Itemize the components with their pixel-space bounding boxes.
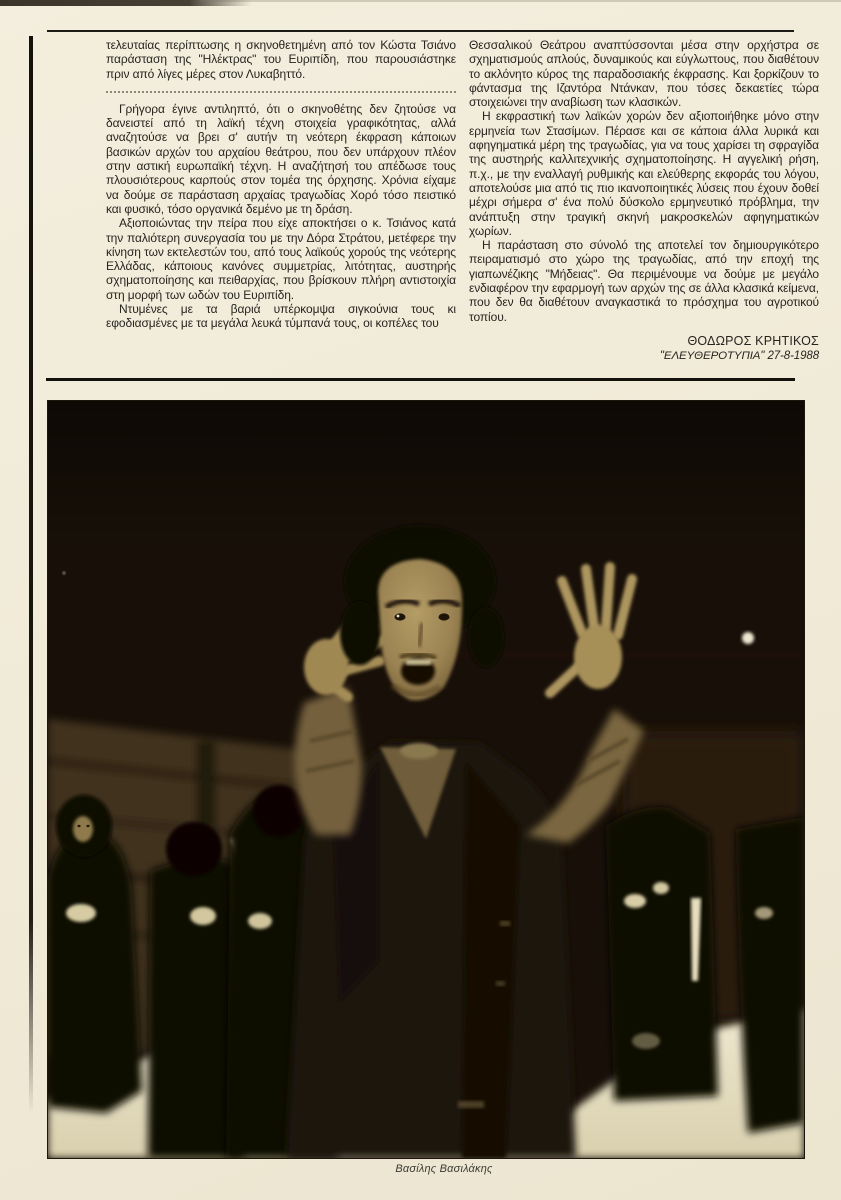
performance-photo-illustration: [48, 401, 804, 1158]
chorus-figure-5: [736, 817, 804, 1133]
photo-caption: Βασίλης Βασιλάκης: [395, 1163, 493, 1175]
paragraph: Αξιοποιώντας την πείρα που είχε αποκτήσει ο κ. Τσιάνος κατά την παλιότερη συνεργασία του με την Δόρα Στράτου, μετέφερε την κίνηση των εκτελεστών του, από τους λαϊκούς χορούς της νεότερης Ελλάδας, κάποιους κανόνες συμμετρίας, λιτότητας, αυστηρής σχηματοποίησης και πειθαρχίας, που βρίσκουν πλήρη αντιστοιχία στη μορφή των ωδών του Ευριπίδη.: [106, 216, 456, 302]
dotted-separator: [106, 91, 456, 93]
paragraph: Η εκφραστική των λαϊκών χορών δεν αξιοποιήθηκε μόνο στην ερμηνεία των Στασίμων. Πέρασε και σε κάποια άλλα λυρικά και αφηγηματικά μέρη της τραγωδίας, για να τους χαρίσει τη σφραγίδα της αυστηρής καλλιτεχνικής σχηματοποίησης. Η αγγελική ρήση, π.χ., με την εναλλαγή ρυθμικής και ελεύθερης εκφοράς του λόγου, αποτελούσε μια από τις πιο ικανοποιητικές λύσεις που έχουν δοθεί μέχρι σήμερα σ' ένα πολύ δύσκολο ερμηνευτικό πρόβλημα, την ανάπτυξη στην τραγική σκηνή μακροσκελών αφηγηματικών χωρίων.: [469, 109, 819, 238]
stage-speck: [62, 571, 66, 575]
publication-source: "ΕΛΕΥΘΕΡΟΤΥΠΙΑ" 27-8-1988: [659, 350, 819, 363]
scan-edge-artifact-left: [29, 36, 33, 1114]
mid-rule: [46, 378, 795, 381]
article-column-right: [469, 38, 819, 364]
paragraph: Η παράσταση στο σύνολό της αποτελεί τον δημιουργικότερο πειραματισμό στο χώρο της τραγωδίας, από την εποχή της γιαπωνέζικης "Μήδειας". Θα περιμένουμε να δούμε με μεγάλο ενδιαφέρον την εφαρμογή των αρχών της σε άλλα κλασικά κείμενα, που δεν θα διαθέτουν αναγκαστικά το πρόσχημα του αγροτικού τοπίου.: [469, 238, 819, 324]
performance-photo: [47, 400, 805, 1159]
paragraph-continued: τελευταίας περίπτωσης η σκηνοθετημένη από τον Κώστα Τσιάνο παράσταση της "Ηλέκτρας" του Ευριπίδη, που παρουσιάστηκε πριν από λίγες μέρες στον Λυκαβηττό.: [106, 38, 456, 81]
article-column-left: [106, 38, 456, 331]
paragraph: Ντυμένες με τα βαριά υπέρκομψα σιγκούνια τους κι εφοδιασμένες με τα μεγάλα λευκά τύμπανά τους, οι κοπέλες του: [106, 302, 456, 331]
author-byline: ΘΟΔΩΡΟΣ ΚΡΗΤΙΚΟΣ: [687, 333, 819, 348]
stage-light-dot: [742, 632, 754, 644]
top-rule: [47, 30, 794, 32]
paragraph-continued: Θεσσαλικού Θεάτρου αναπτύσσονται μέσα στην ορχήστρα σε σχηματισμούς απλούς, δυναμικούς και εύγλωττους, που διαθέτουν το ακλόνητο κύρος της παραδοσιακής έκφρασης. Και ξορκίζουν το φάντασμα της Ιζαντόρα Ντάνκαν, που τόσες δεκαετίες τώρα στοιχειώνει την αναβίωση των κλασικών.: [469, 38, 819, 110]
paragraph: Γρήγορα έγινε αντιληπτό, ότι ο σκηνοθέτης δεν ζητούσε να δανειστεί από τη λαϊκή τέχνη στοιχεία γραφικότητας, αλλά αναζητούσε να βρει σ' αυτήν τη νεότερη έκφραση κάποιων βασικών αρχών του αρχαίου θεάτρου, που δεν υπάρχουν πλέον στην αστική ευρωπαϊκή τέχνη. Η αναζήτησή του απέδωσε τους πλουσιότερους καρπούς στον τομέα της όρχησης. Χρόνια είχαμε να δούμε σε παράσταση αρχαίας τραγωδίας Χορό τόσο πειστικό και φυσικό, τόσο οργανικά δεμένο με τη δράση.: [106, 101, 456, 216]
scan-edge-hairline: [200, 0, 841, 2]
photo-vignette: [48, 401, 804, 551]
chorus-figure-4: [606, 807, 718, 1101]
